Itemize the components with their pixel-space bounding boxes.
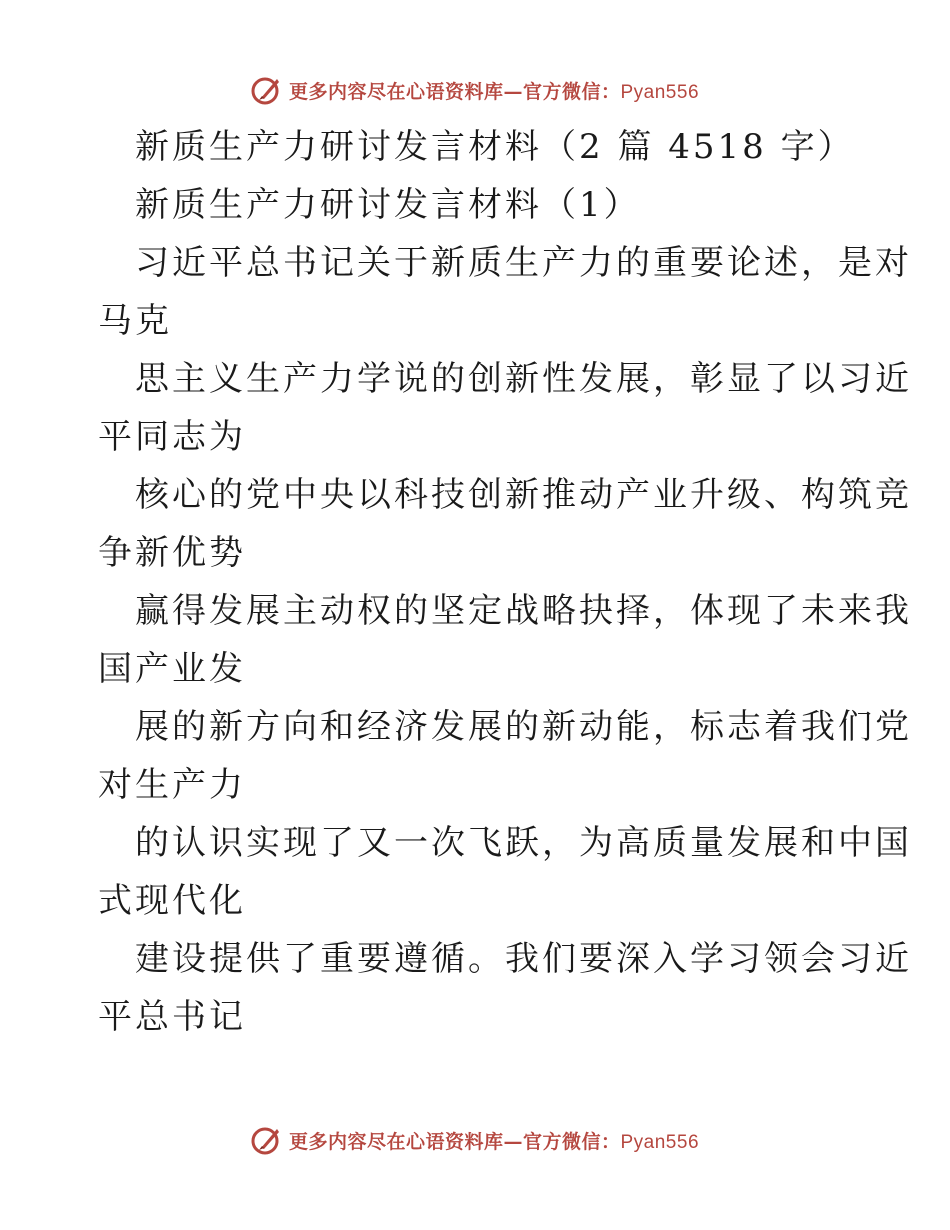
text-line: 赢得发展主动权的坚定战略抉择，体现了未来我: [135, 591, 912, 631]
text-line: 马克: [98, 301, 172, 341]
text-line: 新质生产力研讨发言材料（1）: [135, 185, 641, 225]
text-line: 的认识实现了又一次飞跃，为高质量发展和中国: [135, 823, 912, 863]
text-line: 争新优势: [98, 533, 246, 573]
text-line: 核心的党中央以科技创新推动产业升级、构筑竞: [135, 475, 912, 515]
quill-logo-icon: [251, 1124, 283, 1156]
text-line: 展的新方向和经济发展的新动能，标志着我们党: [135, 707, 912, 747]
quill-logo-icon: [251, 74, 283, 106]
banner-label: 更多内容尽在心语资料库—官方微信：: [288, 1130, 621, 1153]
text-line: 习近平总书记关于新质生产力的重要论述，是对: [135, 243, 912, 283]
banner-text: [289, 77, 699, 104]
banner-wechat-id: Pyan556: [620, 1131, 700, 1153]
document-body: [98, 118, 912, 1046]
text-line: 建设提供了重要遵循。我们要深入学习领会习近: [135, 939, 912, 979]
text-line: 新质生产力研讨发言材料（2 篇 4518 字）: [135, 127, 855, 167]
text-line: 平总书记: [98, 997, 246, 1037]
text-line: 平同志为: [98, 417, 246, 457]
banner-wechat-id: Pyan556: [620, 81, 700, 103]
banner-text: [289, 1127, 699, 1154]
text-line: 式现代化: [98, 881, 246, 921]
header-banner: [0, 70, 950, 110]
text-line: 对生产力: [98, 765, 246, 805]
banner-label: 更多内容尽在心语资料库—官方微信：: [288, 80, 621, 103]
footer-banner: [0, 1120, 950, 1160]
text-line: 思主义生产力学说的创新性发展，彰显了以习近: [135, 359, 912, 399]
text-line: 国产业发: [98, 649, 246, 689]
